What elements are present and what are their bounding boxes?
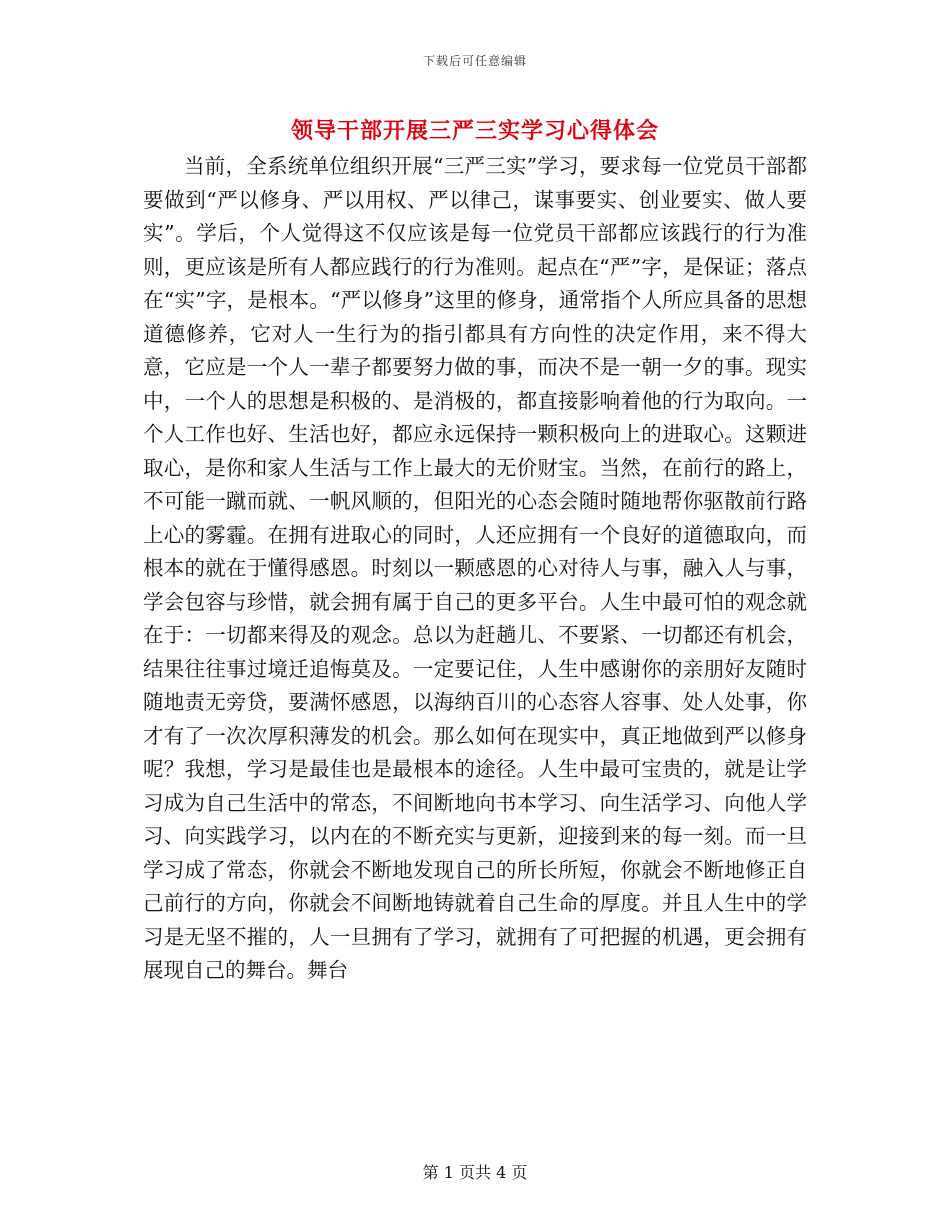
document-title: 领导干部开展三严三实学习心得体会 xyxy=(290,118,659,144)
body-paragraph: 当前，全系统单位组织开展“三严三实”学习，要求每一位党员干部都要做到“严以修身、严以用权、严以律己，谋事要实、创业要实、做人要实”。学后，个人觉得这不仅应该是每一位党员干部都应该践行的行为准则，更应该是所有人都应践行的行为准则。起点在“严”字，是保证；落点在“实”字，是根本。“严以修身”这里的修身，通常指个人所应具备的思想道德修养，它对人一生行为的指引都具有方向性的决定作用，来不得大意，它应是一个人一辈子都要努力做的事，而决不是一朝一夕的事。现实中，一个人的思想是积极的、是消极的，都直接影响着他的行为取向。一个人工作也好、生活也好，都应永远保持一颗积极向上的进取心。这颗进取心，是你和家人生活与工作上最大的无价财宝。当然，在前行的路上，不可能一蹴而就、一帆风顺的，但阳光的心态会随时随地帮你驱散前行路上心的雾霾。在拥有进取心的同时，人还应拥有一个良好的道德取向，而根本的就在于懂得感恩。时刻以一颗感恩的心对待人与事，融入人与事，学会包容与珍惜，就会拥有属于自己的更多平台。人生中最可怕的观念就在于：一切都来得及的观念。总以为赶趟儿、不要紧、一切都还有机会，结果往往事过境迁追悔莫及。一定要记住，人生中感谢你的亲朋好友随时随地责无旁贷，要满怀感恩，以海纳百川的心态容人容事、处人处事，你才有了一次次厚积薄发的机会。那么如何在现实中，真正地做到严以修身呢？我想，学习是最佳也是最根本的途径。人生中最可宝贵的，就是让学习成为自己生活中的常态，不间断地向书本学习、向生活学习、向他人学习、向实践学习，以内在的不断充实与更新，迎接到来的每一刻。而一旦学习成了常态，你就会不断地发现自己的所长所短，你就会不断地修正自己前行的方向，你就会不间断地铸就着自己生命的厚度。并且人生中的学习是无坚不摧的，人一旦拥有了学习，就拥有了可把握的机遇，更会拥有展现自己的舞台。舞台 xyxy=(143,154,807,982)
page-number: 第 1 页共 4 页 xyxy=(422,1163,528,1182)
header-note: 下载后可任意编辑 xyxy=(422,54,527,68)
